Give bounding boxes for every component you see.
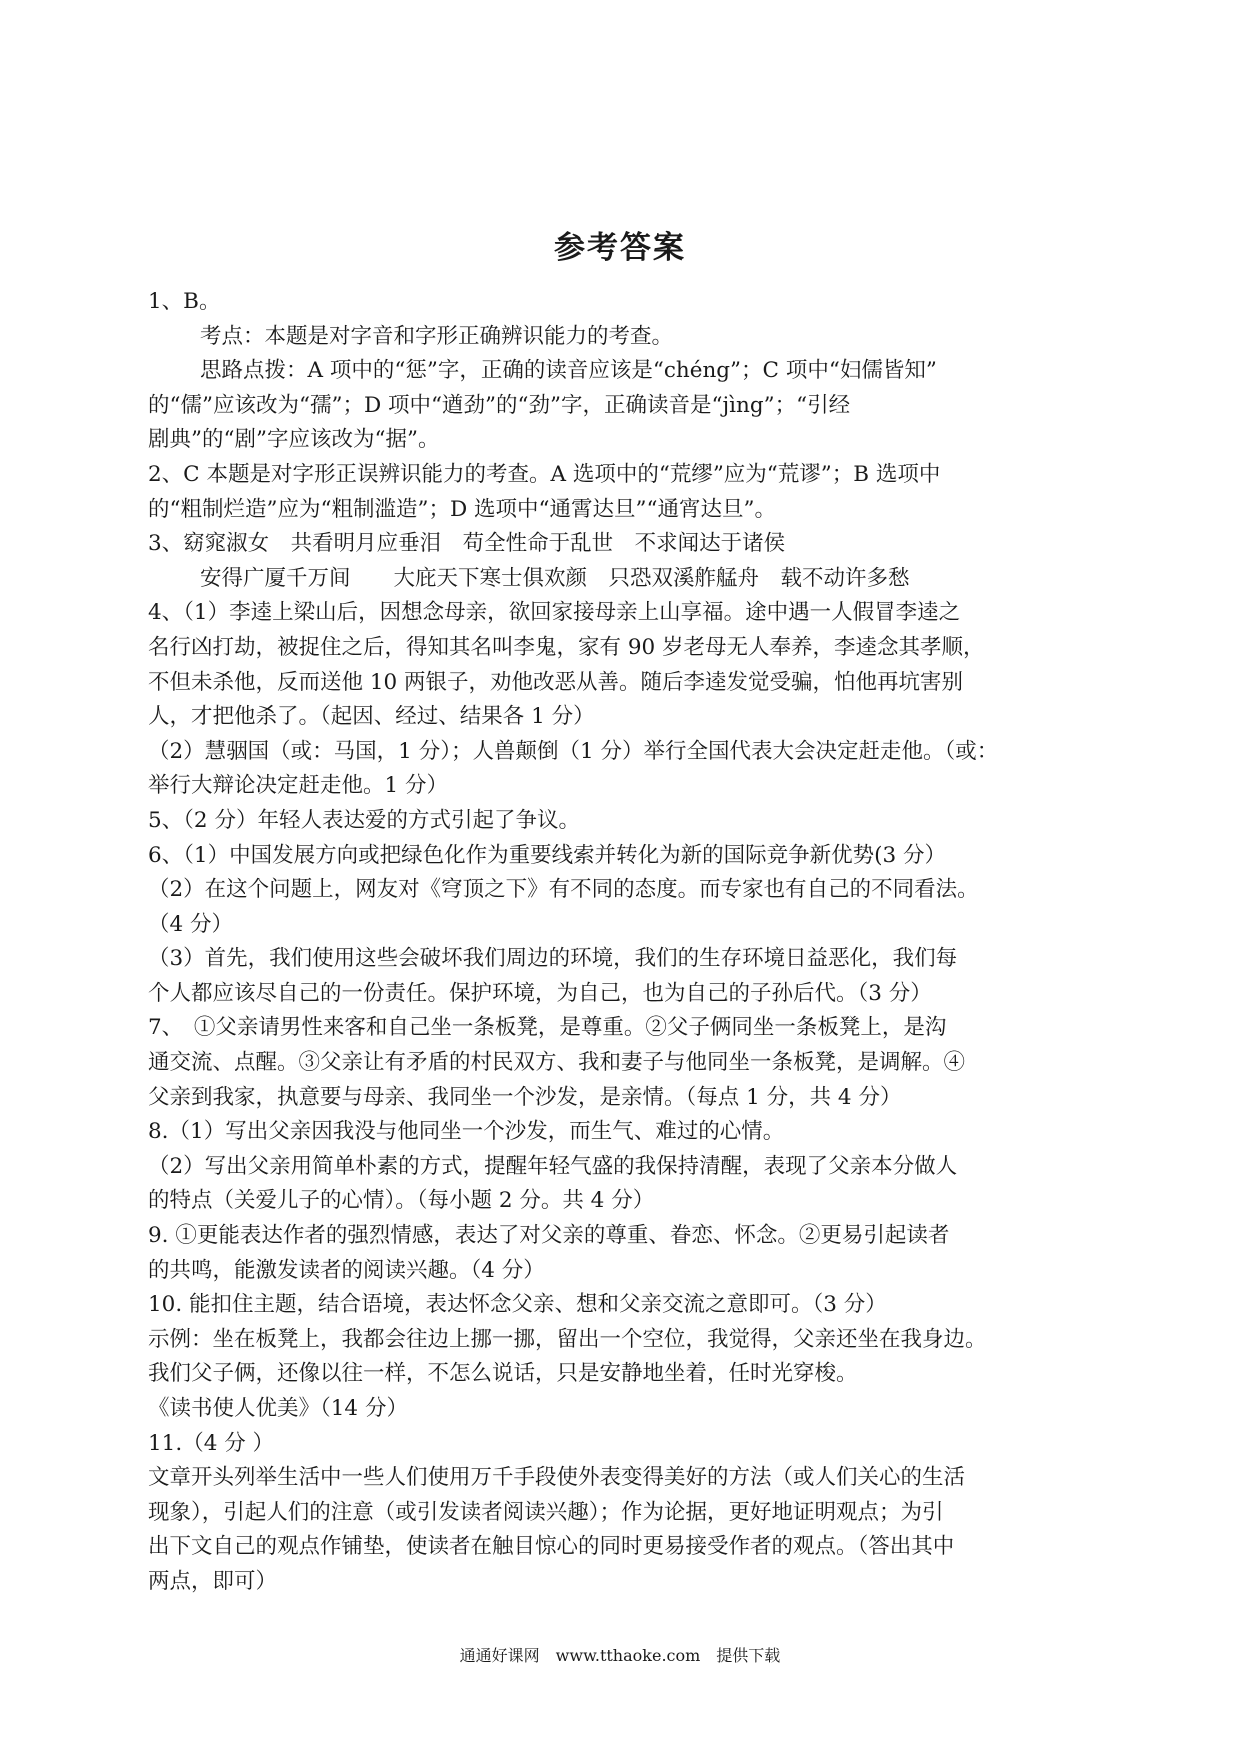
text-line: 人，才把他杀了。（起因、经过、结果各 1 分） [148, 704, 595, 730]
answer-body [148, 285, 1098, 1600]
text-line: 通交流、点醒。③父亲让有矛盾的村民双方、我和妻子与他同坐一条板凳，是调解。④ [148, 1050, 966, 1076]
text-line: 1、B。 [148, 289, 221, 314]
text-line: 6、（1）中国发展方向或把绿色化作为重要线索并转化为新的国际竞争新优势(3 分） [148, 842, 947, 868]
text-line: 我们父子俩，还像以往一样，不怎么说话，只是安静地坐着，任时光穿梭。 [148, 1361, 858, 1387]
text-line: 考点：本题是对字音和字形正确辨识能力的考查。 [200, 323, 674, 349]
text-line: 7、 ①父亲请男性来客和自己坐一条板凳，是尊重。②父子俩同坐一条板凳上，是沟 [148, 1015, 947, 1041]
text-line: 11.（4 分 ） [148, 1430, 275, 1456]
text-line: 不但未杀他，反而送他 10 两银子，劝他改恶从善。随后李逵发觉受骗，怕他再坑害别 [148, 669, 964, 695]
text-line: 《读书使人优美》（14 分） [148, 1396, 408, 1421]
text-line: 出下文自己的观点作铺垫，使读者在触目惊心的同时更易接受作者的观点。（答出其中 [148, 1534, 955, 1560]
text-line: 的“粗制烂造”应为“粗制滥造”；D 选项中“通霄达旦”“通宵达旦”。 [148, 496, 777, 522]
page-footer: 通通好课网 www.tthaoke.com 提供下载 [459, 1646, 781, 1665]
text-line: 名行凶打劫，被捉住之后，得知其名叫李鬼，家有 90 岁老母无人奉养，李逵念其孝顺， [148, 634, 985, 660]
text-line: 9. ①更能表达作者的强烈情感，表达了对父亲的尊重、眷恋、怀念。②更易引起读者 [148, 1223, 950, 1249]
text-line: 8.（1）写出父亲因我没与他同坐一个沙发，而生气、难过的心情。 [148, 1119, 785, 1145]
text-line: （2）在这个问题上，网友对《穹顶之下》有不同的态度。而专家也有自己的不同看法。 [148, 877, 979, 903]
text-line: （2）慧骃国（或：马国，1 分）；人兽颠倒（1 分）举行全国代表大会决定赶走他。（或： [148, 738, 999, 764]
text-line: 2、C 本题是对字形正误辨识能力的考查。A 选项中的“荒缪”应为“荒谬”；B 选项中 [148, 461, 941, 487]
text-line: 的特点（关爱儿子的心情）。（每小题 2 分。共 4 分） [148, 1188, 655, 1214]
text-line: 文章开头列举生活中一些人们使用万千手段使外表变得美好的方法（或人们关心的生活 [148, 1465, 966, 1491]
text-line: 5、（2 分）年轻人表达爱的方式引起了争议。 [148, 807, 580, 833]
text-line: 安得广厦千万间 大庇天下寒士俱欢颜 只恐双溪舴艋舟 载不动许多愁 [200, 565, 910, 591]
text-line: 的共鸣，能激发读者的阅读兴趣。（4 分） [148, 1257, 545, 1283]
text-line: 10. 能扣住主题，结合语境，表达怀念父亲、想和父亲交流之意即可。（3 分） [148, 1292, 887, 1318]
text-line: （3）首先，我们使用这些会破坏我们周边的环境，我们的生存环境日益恶化，我们每 [148, 946, 958, 972]
text-line: 现象），引起人们的注意（或引发读者阅读兴趣）；作为论据，更好地证明观点；为引 [148, 1499, 944, 1525]
text-line: 两点，即可） [148, 1568, 278, 1594]
text-line: 示例：坐在板凳上，我都会往边上挪一挪，留出一个空位，我觉得，父亲还坐在我身边。 [148, 1326, 987, 1352]
text-line: 剧典”的“剧”字应该改为“据”。 [148, 427, 440, 453]
text-line: 3、窈窕淑女 共看明月应垂泪 苟全性命于乱世 不求闻达于诸侯 [148, 531, 786, 557]
text-line: 举行大辩论决定赶走他。1 分） [148, 773, 449, 799]
text-line: 思路点拨：A 项中的“惩”字，正确的读音应该是“chéng”；C 项中“妇儒皆知” [200, 358, 937, 384]
text-line: 的“儒”应该改为“孺”；D 项中“遒劲”的“劲”字，正确读音是“jìng”；“引经 [148, 392, 851, 418]
text-line: 4、（1）李逵上梁山后，因想念母亲，欲回家接母亲上山享福。途中遇一人假冒李逵之 [148, 600, 961, 626]
text-line: 个人都应该尽自己的一份责任。保护环境，为自己，也为自己的子孙后代。（3 分） [148, 980, 932, 1006]
text-line: （2）写出父亲用简单朴素的方式，提醒年轻气盛的我保持清醒，表现了父亲本分做人 [148, 1153, 958, 1179]
text-line: 父亲到我家，执意要与母亲、我同坐一个沙发，是亲情。（每点 1 分，共 4 分） [148, 1084, 902, 1110]
text-line: （4 分） [148, 911, 234, 937]
page-title: 参考答案 [554, 230, 686, 266]
